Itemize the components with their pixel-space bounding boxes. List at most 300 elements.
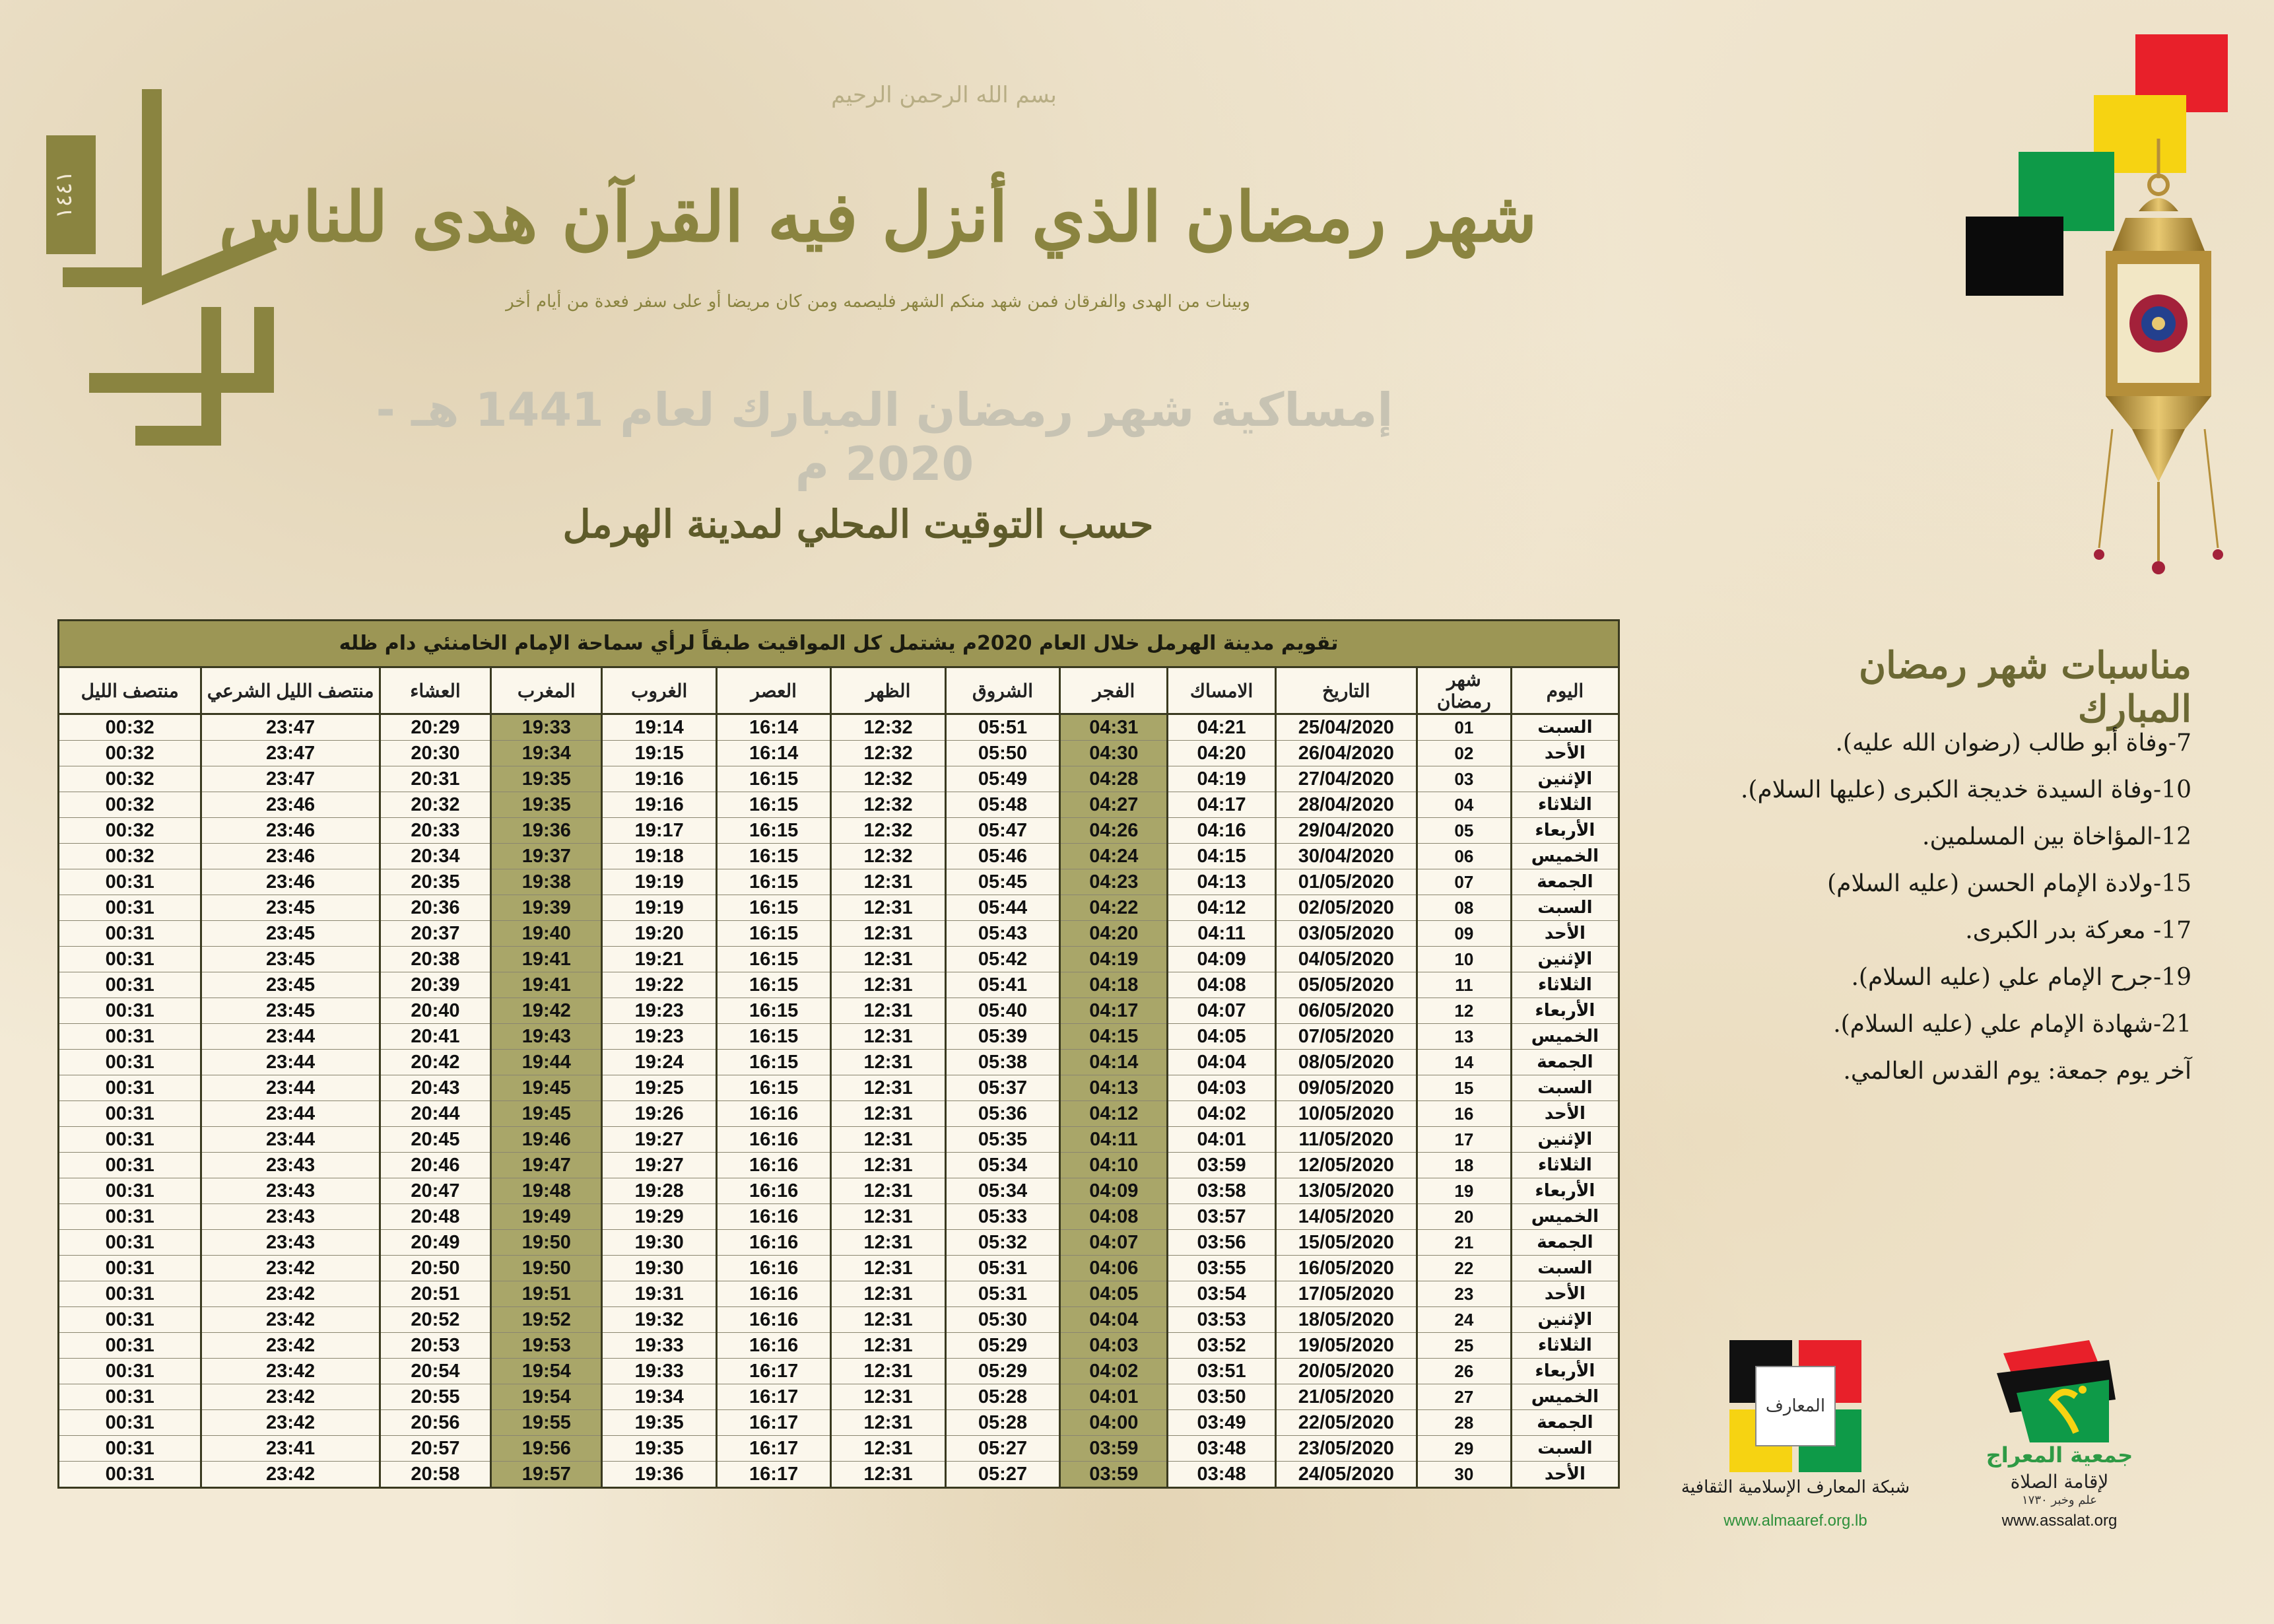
table-cell: 20:42 xyxy=(380,1050,490,1075)
table-cell: 00:31 xyxy=(59,1050,201,1075)
column-header: شهر رمضان xyxy=(1417,667,1511,714)
table-cell: 04:03 xyxy=(1168,1075,1275,1101)
table-cell: 19:27 xyxy=(602,1127,716,1153)
table-row xyxy=(59,844,1619,869)
table-cell: 07/05/2020 xyxy=(1275,1024,1417,1050)
table-cell: 20:45 xyxy=(380,1127,490,1153)
table-cell: 04:02 xyxy=(1060,1359,1168,1384)
table-cell: 06/05/2020 xyxy=(1275,998,1417,1024)
table-cell: 19:26 xyxy=(602,1101,716,1127)
table-cell: 20:32 xyxy=(380,792,490,818)
table-cell: 00:32 xyxy=(59,741,201,766)
table-cell: 19:33 xyxy=(491,714,602,741)
table-cell: 27 xyxy=(1417,1384,1511,1410)
table-cell: 19:47 xyxy=(491,1153,602,1178)
table-cell: 19:35 xyxy=(602,1436,716,1462)
table-cell: 25/04/2020 xyxy=(1275,714,1417,741)
table-cell: 05:49 xyxy=(945,766,1059,792)
table-cell: 03:55 xyxy=(1168,1256,1275,1281)
table-cell: 04:09 xyxy=(1168,947,1275,972)
table-cell: 04:02 xyxy=(1168,1101,1275,1127)
table-cell: 23:47 xyxy=(201,766,380,792)
table-cell: 12:31 xyxy=(831,1359,945,1384)
table-cell: 00:31 xyxy=(59,1204,201,1230)
table-cell: 16:16 xyxy=(716,1204,830,1230)
table-cell: 19:19 xyxy=(602,895,716,921)
table-cell: 05:43 xyxy=(945,921,1059,947)
table-cell: 26 xyxy=(1417,1359,1511,1384)
table-cell: 12:31 xyxy=(831,1410,945,1436)
table-body xyxy=(59,714,1619,1488)
table-cell: 04:23 xyxy=(1060,869,1168,895)
table-cell: السبت xyxy=(1511,714,1619,741)
table-cell: 16:17 xyxy=(716,1410,830,1436)
table-cell: 09 xyxy=(1417,921,1511,947)
table-cell: 16:16 xyxy=(716,1153,830,1178)
table-cell: 00:32 xyxy=(59,714,201,741)
table-cell: 17/05/2020 xyxy=(1275,1281,1417,1307)
table-cell: 05:33 xyxy=(945,1204,1059,1230)
table-cell: 12:32 xyxy=(831,766,945,792)
table-cell: 20:34 xyxy=(380,844,490,869)
table-cell: 19:45 xyxy=(491,1075,602,1101)
table-cell: 23:45 xyxy=(201,998,380,1024)
table-cell: 05:31 xyxy=(945,1256,1059,1281)
occasion-item: 12-المؤاخاة بين المسلمين. xyxy=(1922,823,2191,850)
almiraj-name: جمعية المعراج xyxy=(1986,1442,2133,1468)
table-cell: 05:51 xyxy=(945,714,1059,741)
almiraj-license: علم وخبر ١٧٣٠ xyxy=(2022,1493,2097,1507)
table-cell: 04:26 xyxy=(1060,818,1168,844)
table-cell: 05:34 xyxy=(945,1178,1059,1204)
table-cell: الإثنين xyxy=(1511,1127,1619,1153)
table-cell: 16:16 xyxy=(716,1230,830,1256)
table-cell: 05:27 xyxy=(945,1462,1059,1488)
table-cell: 04:12 xyxy=(1060,1101,1168,1127)
table-cell: 04:00 xyxy=(1060,1410,1168,1436)
table-cell: 12:31 xyxy=(831,972,945,998)
table-cell: الخميس xyxy=(1511,1384,1619,1410)
table-row xyxy=(59,998,1619,1024)
table-cell: 20:46 xyxy=(380,1153,490,1178)
table-cell: 20:50 xyxy=(380,1256,490,1281)
table-cell: 03:57 xyxy=(1168,1204,1275,1230)
table-cell: 04:07 xyxy=(1168,998,1275,1024)
table-cell: 12:31 xyxy=(831,1101,945,1127)
svg-text:وبينات من الهدى والفرقان فمن ش: وبينات من الهدى والفرقان فمن شهد منكم الشهر فليصمه ومن كان مريضا أو على سفر فعدة من أيام أخر xyxy=(506,292,1250,312)
table-cell: 19:37 xyxy=(491,844,602,869)
table-cell: 12:31 xyxy=(831,1281,945,1307)
svg-text:بسم الله الرحمن الرحيم: بسم الله الرحمن الرحيم xyxy=(831,82,1057,108)
table-cell: 18 xyxy=(1417,1153,1511,1178)
table-cell: 16:16 xyxy=(716,1127,830,1153)
basmala-calligraphy xyxy=(831,63,1057,125)
table-cell: 05:31 xyxy=(945,1281,1059,1307)
table-cell: 19:19 xyxy=(602,869,716,895)
table-row xyxy=(59,895,1619,921)
table-cell: 04:16 xyxy=(1168,818,1275,844)
table-cell: 12:31 xyxy=(831,1384,945,1410)
table-cell: الخميس xyxy=(1511,844,1619,869)
table-cell: الخميس xyxy=(1511,1024,1619,1050)
table-cell: 05:30 xyxy=(945,1307,1059,1333)
table-cell: 05:29 xyxy=(945,1359,1059,1384)
table-cell: الخميس xyxy=(1511,1204,1619,1230)
table-cell: 00:32 xyxy=(59,766,201,792)
table-cell: 16:16 xyxy=(716,1178,830,1204)
table-cell: 12/05/2020 xyxy=(1275,1153,1417,1178)
table-cell: 23:45 xyxy=(201,921,380,947)
almaaref-logo xyxy=(1729,1340,1861,1472)
table-cell: 19:55 xyxy=(491,1410,602,1436)
table-row xyxy=(59,921,1619,947)
table-cell: 04 xyxy=(1417,792,1511,818)
column-header: اليوم xyxy=(1511,667,1619,714)
table-cell: 19:36 xyxy=(602,1462,716,1488)
quran-verse-calligraphy xyxy=(218,132,1537,297)
table-cell: الثلاثاء xyxy=(1511,1333,1619,1359)
table-cell: 19:20 xyxy=(602,921,716,947)
table-cell: 10 xyxy=(1417,947,1511,972)
table-row xyxy=(59,792,1619,818)
table-cell: 00:31 xyxy=(59,1230,201,1256)
table-cell: 23:41 xyxy=(201,1436,380,1462)
svg-text:شهر رمضان الذي أنزل فيه القرآن: شهر رمضان الذي أنزل فيه القرآن هدى للناس xyxy=(218,176,1537,257)
table-cell: 06 xyxy=(1417,844,1511,869)
table-cell: 19:15 xyxy=(602,741,716,766)
table-cell: 04:19 xyxy=(1168,766,1275,792)
table-row xyxy=(59,1410,1619,1436)
table-cell: 20:47 xyxy=(380,1178,490,1204)
table-cell: 16:16 xyxy=(716,1333,830,1359)
column-header: الشروق xyxy=(945,667,1059,714)
table-cell: 19:51 xyxy=(491,1281,602,1307)
table-cell: 04:08 xyxy=(1060,1204,1168,1230)
table-row xyxy=(59,1281,1619,1307)
table-cell: 05:46 xyxy=(945,844,1059,869)
table-cell: 19:43 xyxy=(491,1024,602,1050)
table-cell: 04:01 xyxy=(1060,1384,1168,1410)
table-cell: 16:16 xyxy=(716,1281,830,1307)
table-cell: 12:31 xyxy=(831,921,945,947)
table-cell: 03:56 xyxy=(1168,1230,1275,1256)
table-cell: 12:31 xyxy=(831,1050,945,1075)
table-cell: 04:10 xyxy=(1060,1153,1168,1178)
table-cell: 04:18 xyxy=(1060,972,1168,998)
table-cell: الثلاثاء xyxy=(1511,1153,1619,1178)
table-row xyxy=(59,1436,1619,1462)
table-cell: 19:36 xyxy=(491,818,602,844)
table-cell: 19:29 xyxy=(602,1204,716,1230)
table-cell: 05:36 xyxy=(945,1101,1059,1127)
table-cell: 23:44 xyxy=(201,1101,380,1127)
table-cell: الجمعة xyxy=(1511,1230,1619,1256)
table-cell: 03:59 xyxy=(1060,1462,1168,1488)
table-cell: 19:23 xyxy=(602,998,716,1024)
table-cell: 14/05/2020 xyxy=(1275,1204,1417,1230)
occasions-title: مناسبات شهر رمضان المبارك xyxy=(1859,644,2191,731)
table-cell: 16:15 xyxy=(716,947,830,972)
table-cell: 19:14 xyxy=(602,714,716,741)
page-title: إمساكية شهر رمضان المبارك لعام 1441 هـ - 2020 م xyxy=(376,383,1393,491)
table-cell: 03 xyxy=(1417,766,1511,792)
table-cell: 07 xyxy=(1417,869,1511,895)
table-cell: 04:03 xyxy=(1060,1333,1168,1359)
table-cell: 00:31 xyxy=(59,1178,201,1204)
table-cell: 12:31 xyxy=(831,1462,945,1488)
table-cell: 05:47 xyxy=(945,818,1059,844)
table-cell: 16:16 xyxy=(716,1256,830,1281)
table-cell: 12:31 xyxy=(831,1204,945,1230)
table-cell: 23:47 xyxy=(201,714,380,741)
table-cell: الجمعة xyxy=(1511,1050,1619,1075)
table-cell: 20:48 xyxy=(380,1204,490,1230)
table-cell: 04:11 xyxy=(1168,921,1275,947)
column-header: العصر xyxy=(716,667,830,714)
table-cell: 05:42 xyxy=(945,947,1059,972)
table-cell: الثلاثاء xyxy=(1511,792,1619,818)
table-cell: 00:31 xyxy=(59,1256,201,1281)
table-cell: 19:38 xyxy=(491,869,602,895)
table-row xyxy=(59,1384,1619,1410)
imsakiyah-table xyxy=(57,619,1620,1489)
table-cell: 23:43 xyxy=(201,1153,380,1178)
table-cell: 15 xyxy=(1417,1075,1511,1101)
table-cell: 04:19 xyxy=(1060,947,1168,972)
table-cell: 19:45 xyxy=(491,1101,602,1127)
table-cell: 04:17 xyxy=(1060,998,1168,1024)
table-cell: الإثنين xyxy=(1511,1307,1619,1333)
table-cell: الإثنين xyxy=(1511,947,1619,972)
table-row xyxy=(59,1333,1619,1359)
table-cell: الأربعاء xyxy=(1511,998,1619,1024)
table-cell: 16:17 xyxy=(716,1462,830,1488)
table-cell: 16:15 xyxy=(716,998,830,1024)
table-cell: 16:17 xyxy=(716,1359,830,1384)
table-cell: 20:36 xyxy=(380,895,490,921)
table-cell: السبت xyxy=(1511,1436,1619,1462)
table-cell: 16:17 xyxy=(716,1436,830,1462)
table-cell: 00:31 xyxy=(59,972,201,998)
table-cell: 04:13 xyxy=(1060,1075,1168,1101)
table-cell: 19:34 xyxy=(602,1384,716,1410)
table-cell: 04:11 xyxy=(1060,1127,1168,1153)
table-caption: تقويم مدينة الهرمل خلال العام 2020م يشتمل كل المواقيت طبقاً لرأي سماحة الإمام الخامنئي دام ظله xyxy=(57,619,1620,666)
table-cell: 20:29 xyxy=(380,714,490,741)
table-cell: 23:42 xyxy=(201,1307,380,1333)
table-cell: 03:58 xyxy=(1168,1178,1275,1204)
table-cell: 19:35 xyxy=(491,792,602,818)
table-cell: 05:39 xyxy=(945,1024,1059,1050)
table-cell: 04/05/2020 xyxy=(1275,947,1417,972)
column-header: منتصف الليل xyxy=(59,667,201,714)
table-cell: الأحد xyxy=(1511,741,1619,766)
table-row xyxy=(59,1127,1619,1153)
table-cell: 20:37 xyxy=(380,921,490,947)
table-cell: 04:09 xyxy=(1060,1178,1168,1204)
column-header: الامساك xyxy=(1168,667,1275,714)
table-cell: 00:31 xyxy=(59,869,201,895)
table-cell: 20:49 xyxy=(380,1230,490,1256)
table-cell: 27/04/2020 xyxy=(1275,766,1417,792)
table-cell: 11 xyxy=(1417,972,1511,998)
table-row xyxy=(59,1307,1619,1333)
ramadan-calligraphy xyxy=(46,79,297,449)
table-cell: 20:55 xyxy=(380,1384,490,1410)
column-header: الفجر xyxy=(1060,667,1168,714)
table-cell: 20:35 xyxy=(380,869,490,895)
page-subtitle: حسب التوقيت المحلي لمدينة الهرمل xyxy=(562,502,1154,547)
table-cell: 12:31 xyxy=(831,1333,945,1359)
occasions-list xyxy=(1729,720,2191,1095)
table-cell: 23:45 xyxy=(201,947,380,972)
table-cell: 23:42 xyxy=(201,1333,380,1359)
almaaref-url[interactable]: www.almaaref.org.lb xyxy=(1723,1512,1867,1530)
table-row xyxy=(59,766,1619,792)
table-cell: 19:40 xyxy=(491,921,602,947)
table-cell: 19:48 xyxy=(491,1178,602,1204)
table-cell: 00:31 xyxy=(59,1153,201,1178)
decor-square-black xyxy=(1966,217,2063,296)
table-cell: 22 xyxy=(1417,1256,1511,1281)
occasion-item: 19-جرح الإمام علي (عليه السلام). xyxy=(1851,964,2191,991)
table-cell: 19:33 xyxy=(602,1333,716,1359)
table-cell: 04:05 xyxy=(1060,1281,1168,1307)
table-row xyxy=(59,1075,1619,1101)
table-cell: 02 xyxy=(1417,741,1511,766)
table-cell: 12 xyxy=(1417,998,1511,1024)
table-cell: 05:28 xyxy=(945,1384,1059,1410)
table-cell: الأربعاء xyxy=(1511,818,1619,844)
table-cell: 00:31 xyxy=(59,947,201,972)
table-cell: 04:15 xyxy=(1168,844,1275,869)
table-cell: 04:20 xyxy=(1060,921,1168,947)
table-cell: 16:15 xyxy=(716,766,830,792)
almiraj-subtitle: لإقامة الصلاة xyxy=(2010,1471,2109,1493)
table-cell: 19:27 xyxy=(602,1153,716,1178)
table-cell: 19:56 xyxy=(491,1436,602,1462)
table-row xyxy=(59,972,1619,998)
table-cell: 19:30 xyxy=(602,1256,716,1281)
table-cell: 12:31 xyxy=(831,1024,945,1050)
table-cell: 23:42 xyxy=(201,1384,380,1410)
table-cell: 04:12 xyxy=(1168,895,1275,921)
table-row xyxy=(59,741,1619,766)
table-cell: 05:45 xyxy=(945,869,1059,895)
table-cell: 04:28 xyxy=(1060,766,1168,792)
table-cell: 05:41 xyxy=(945,972,1059,998)
table-row xyxy=(59,1178,1619,1204)
table-cell: 12:32 xyxy=(831,714,945,741)
table-cell: 04:21 xyxy=(1168,714,1275,741)
table-cell: الثلاثاء xyxy=(1511,972,1619,998)
table-cell: 05:48 xyxy=(945,792,1059,818)
table-cell: 03:48 xyxy=(1168,1462,1275,1488)
table-cell: 03/05/2020 xyxy=(1275,921,1417,947)
table-cell: 00:31 xyxy=(59,1127,201,1153)
table-cell: 19:54 xyxy=(491,1359,602,1384)
table-cell: 12:31 xyxy=(831,869,945,895)
table-cell: 19:24 xyxy=(602,1050,716,1075)
table-cell: 04:31 xyxy=(1060,714,1168,741)
table-cell: 28/04/2020 xyxy=(1275,792,1417,818)
table-cell: 04:04 xyxy=(1168,1050,1275,1075)
table-cell: 08/05/2020 xyxy=(1275,1050,1417,1075)
table-cell: 30 xyxy=(1417,1462,1511,1488)
table-cell: 20:56 xyxy=(380,1410,490,1436)
table-cell: 16:15 xyxy=(716,792,830,818)
table-row xyxy=(59,1101,1619,1127)
table-cell: 16:15 xyxy=(716,921,830,947)
table-cell: 05:34 xyxy=(945,1153,1059,1178)
table-cell: 19 xyxy=(1417,1178,1511,1204)
table-cell: 03:59 xyxy=(1060,1436,1168,1462)
table-cell: 20:43 xyxy=(380,1075,490,1101)
table-cell: 19:25 xyxy=(602,1075,716,1101)
table-cell: 23:45 xyxy=(201,972,380,998)
table-cell: 19:17 xyxy=(602,818,716,844)
quran-verse-continuation xyxy=(506,281,1250,320)
table-cell: 05:37 xyxy=(945,1075,1059,1101)
svg-text:المعارف: المعارف xyxy=(1765,1396,1826,1416)
table-cell: 23:42 xyxy=(201,1281,380,1307)
table-cell: 26/04/2020 xyxy=(1275,741,1417,766)
table-cell: الأربعاء xyxy=(1511,1178,1619,1204)
table-cell: 01/05/2020 xyxy=(1275,869,1417,895)
table-cell: 16:15 xyxy=(716,818,830,844)
table-row xyxy=(59,818,1619,844)
table-cell: 15/05/2020 xyxy=(1275,1230,1417,1256)
table-cell: 29/04/2020 xyxy=(1275,818,1417,844)
table-cell: 19:21 xyxy=(602,947,716,972)
table-cell: 12:31 xyxy=(831,1075,945,1101)
table-cell: 30/04/2020 xyxy=(1275,844,1417,869)
table-cell: 19:30 xyxy=(602,1230,716,1256)
column-header: المغرب xyxy=(491,667,602,714)
table-cell: 12:32 xyxy=(831,792,945,818)
table-cell: 10/05/2020 xyxy=(1275,1101,1417,1127)
table-cell: 20:52 xyxy=(380,1307,490,1333)
table-cell: الجمعة xyxy=(1511,1410,1619,1436)
table-cell: الأربعاء xyxy=(1511,1359,1619,1384)
column-header: التاريخ xyxy=(1275,667,1417,714)
table-cell: 04:01 xyxy=(1168,1127,1275,1153)
table-cell: السبت xyxy=(1511,1256,1619,1281)
occasion-item: 10-وفاة السيدة خديجة الكبرى (عليها السلام). xyxy=(1740,776,2191,803)
table-cell: 16:15 xyxy=(716,844,830,869)
table-cell: 20:58 xyxy=(380,1462,490,1488)
table-cell: 29 xyxy=(1417,1436,1511,1462)
table-cell: 05/05/2020 xyxy=(1275,972,1417,998)
table-cell: 05:40 xyxy=(945,998,1059,1024)
table-cell: 13 xyxy=(1417,1024,1511,1050)
table-cell: 05:38 xyxy=(945,1050,1059,1075)
table-cell: 24/05/2020 xyxy=(1275,1462,1417,1488)
table-cell: 00:32 xyxy=(59,844,201,869)
table-cell: 04:17 xyxy=(1168,792,1275,818)
table-cell: 20:33 xyxy=(380,818,490,844)
table-cell: 00:31 xyxy=(59,895,201,921)
table-cell: 03:49 xyxy=(1168,1410,1275,1436)
table-cell: 12:31 xyxy=(831,895,945,921)
table-cell: 00:31 xyxy=(59,1436,201,1462)
table-cell: 23:44 xyxy=(201,1050,380,1075)
table-cell: 23:46 xyxy=(201,869,380,895)
almiraj-url[interactable]: www.assalat.org xyxy=(2001,1512,2118,1530)
table-cell: 23:44 xyxy=(201,1024,380,1050)
table-cell: 20:38 xyxy=(380,947,490,972)
table-cell: 04:27 xyxy=(1060,792,1168,818)
